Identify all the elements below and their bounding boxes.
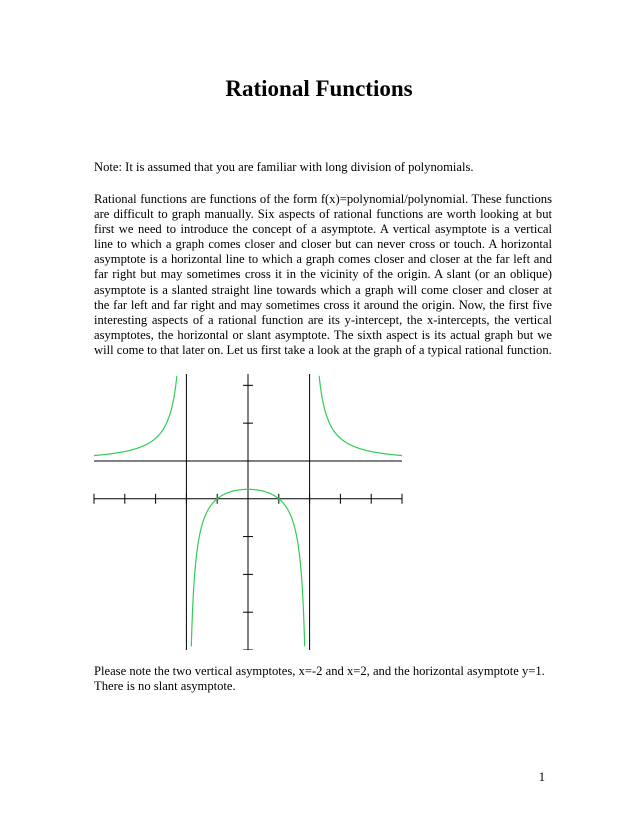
rational-function-graph [90, 374, 406, 650]
intro-paragraph: Rational functions are functions of the form f(x)=polynomial/polynomial. These functions are difficult to graph manually. Six aspects of rational functions are worth looking at but first we need to introduce the concept of a asymptote. A vertical asymptote is a vertical line to which a graph comes closer and closer but can never cross or touch. A horizontal asymptote is a horizontal line to which a graph comes closer and closer at the far left and far right but may sometimes cross it in the vicinity of the origin. A slant (or an oblique) asymptote is a slanted straight line towards which a graph will come closer and closer at the far left and far right and may sometimes cross it around the origin. Now, the first five interesting aspects of a rational function are its y-intercept, the x-intercepts, the vertical asymptotes, the horizontal or slant asymptote. The sixth aspect is its actual graph but we will come to that later on. Let us first take a look at the graph of a typical rational function. [94, 192, 552, 357]
page-number: 1 [538, 770, 545, 784]
curve-branch-3 [319, 376, 402, 456]
graph-axes [94, 374, 402, 650]
note-paragraph: Note: It is assumed that you are familiar with long division of polynomials. [94, 160, 474, 174]
page-title: Rational Functions [225, 76, 413, 101]
curve-branch-1 [94, 376, 177, 456]
closing-paragraph: Please note the two vertical asymptotes, x=-2 and x=2, and the horizontal asymptote y=1. There is no slant asymptote. [94, 664, 545, 694]
